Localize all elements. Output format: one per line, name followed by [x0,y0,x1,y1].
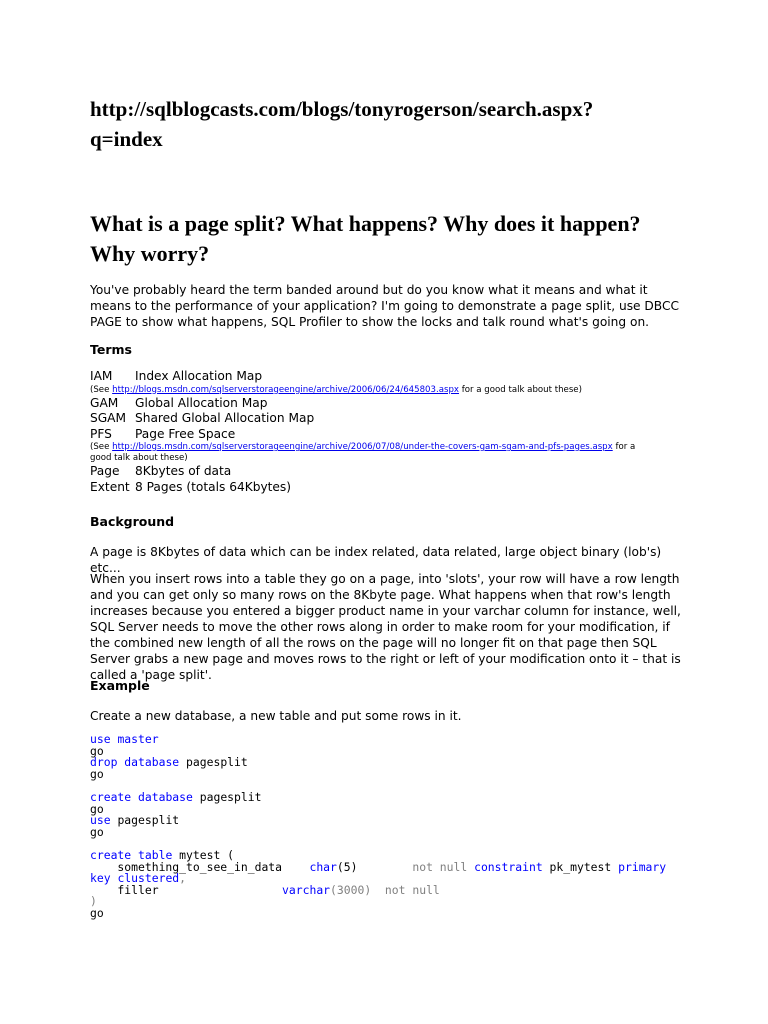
example-heading: Example [90,678,150,693]
article-title [90,209,730,269]
background-paragraph-1: A page is 8Kbytes of data which can be index related, data related, large object binary (lob's) etc... [90,545,662,575]
storage-engine-link-2[interactable]: http://blogs.msdn.com/sqlserverstorageengine/archive/2006/07/08/under-the-covers-gam-sgam-and-pfs-pages.aspx [112,442,613,452]
intro-paragraph: You've probably heard the term banded around but do you know what it means and what it means to the performance of your application? I'm going to demonstrate a page split, use DBCC PAGE to show what happens, SQL Profiler to show the locks and talk round what's going on. [90,283,679,329]
term-note-2: (See http://blogs.msdn.com/sqlserverstorageengine/archive/2006/07/08/under-the-covers-gam-sgam-and-pfs-pages.aspx for a [90,442,636,452]
example-intro: Create a new database, a new table and put some rows in it. [90,709,462,723]
term-page: Page 8Kbytes of data [90,464,232,478]
term-gam: GAM Global Allocation Map [90,395,268,410]
background-paragraph-2: When you insert rows into a table they go on a page, into 'slots', your row will have a row length and you can get only so many rows on the 8Kbyte page. What happens when that row's length increases because you entered a bigger product name in your varchar column for instance, well, SQL Server needs to move the other rows along in order to make room for your modification, if the combined new length of all the rows on the page will no longer fit on that page then SQL Server grabs a new page and moves rows to the right or left of your modification onto it – that is called a 'page split'. [90,572,681,682]
storage-engine-link-1[interactable]: http://blogs.msdn.com/sqlserverstorageengine/archive/2006/06/24/645803.aspx [112,384,460,395]
sql-code-block: use master go drop database pagesplit go create database pagesplit go use pagesplit go create table mytest ( something_to_see_in_data char(5) not null constraint pk_mytest primary key clustered, filler varchar(3000) not null ) go [90,732,667,920]
article-title-line1: What is a page split? What happens? Why does it happen? [90,211,641,236]
term-sgam: SGAM Shared Global Allocation Map [90,411,315,425]
source-url-line2: q=index [90,127,163,151]
source-url-heading [90,94,730,154]
terms-list [90,369,690,495]
background-heading: Background [90,514,175,529]
source-url-line1: http://sqlblogcasts.com/blogs/tonyrogerson/search.aspx? [90,97,594,121]
term-pfs: PFS Page Free Space [90,426,236,441]
terms-heading: Terms [90,342,132,357]
term-extent: Extent 8 Pages (totals 64Kbytes) [90,479,292,494]
term-note-1: (See http://blogs.msdn.com/sqlserverstorageengine/archive/2006/06/24/645803.aspx for a good talk about these) [90,384,582,395]
term-note-2-continued: good talk about these) [90,453,188,463]
article-title-line2: Why worry? [90,241,210,266]
term-iam: IAM Index Allocation Map [90,369,263,383]
